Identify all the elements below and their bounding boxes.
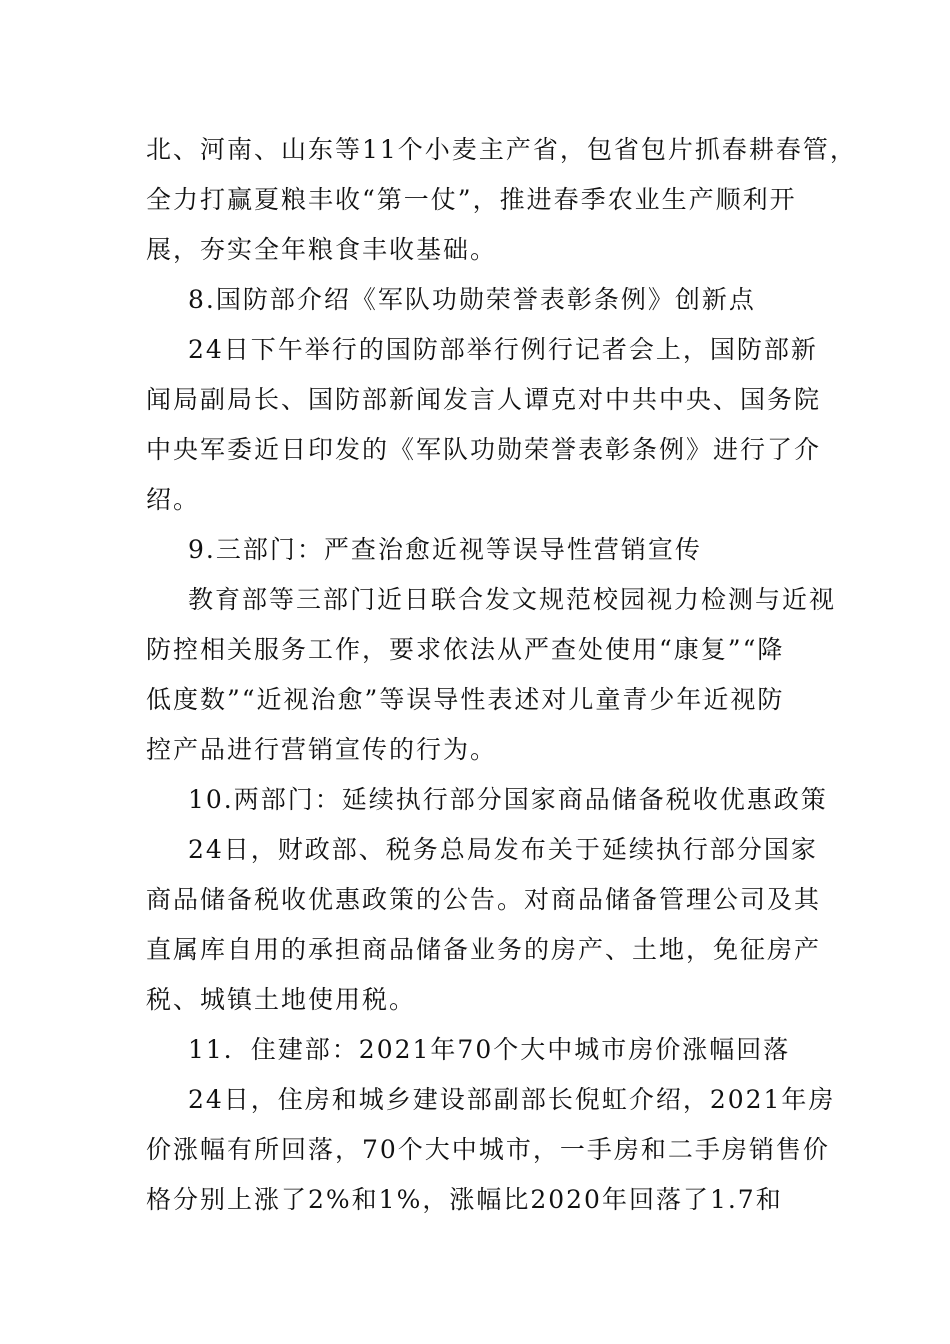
paragraph-line: 直属库自用的承担商品储备业务的房产、土地，免征房产 (146, 935, 822, 964)
section-heading-10: 10.两部门：延续执行部分国家商品储备税收优惠政策 (188, 785, 828, 814)
section-heading-8: 8.国防部介绍《军队功勋荣誉表彰条例》创新点 (188, 285, 756, 314)
section-heading-9: 9.三部门：严查治愈近视等误导性营销宣传 (188, 535, 702, 564)
section-heading-11: 11．住建部：2021年70个大中城市房价涨幅回落 (188, 1035, 791, 1064)
paragraph-line: 价涨幅有所回落，70个大中城市，一手房和二手房销售价 (146, 1135, 830, 1164)
paragraph-line: 展，夯实全年粮食丰收基础。 (146, 235, 498, 264)
paragraph-line: 24日，住房和城乡建设部副部长倪虹介绍，2021年房 (188, 1085, 836, 1114)
paragraph-line: 24日，财政部、税务总局发布关于延续执行部分国家 (188, 835, 818, 864)
paragraph-line: 低度数”“近视治愈”等误导性表述对儿童青少年近视防 (146, 685, 785, 714)
paragraph-line: 24日下午举行的国防部举行例行记者会上，国防部新 (188, 335, 818, 364)
paragraph-line: 教育部等三部门近日联合发文规范校园视力检测与近视 (188, 585, 837, 614)
paragraph-line: 格分别上涨了2%和1%，涨幅比2020年回落了1.7和 (146, 1185, 783, 1214)
paragraph-line: 闻局副局长、国防部新闻发言人谭克对中共中央、国务院 (146, 385, 822, 414)
paragraph-line: 绍。 (146, 485, 201, 514)
paragraph-line: 商品储备税收优惠政策的公告。对商品储备管理公司及其 (146, 885, 822, 914)
paragraph-line: 中央军委近日印发的《军队功勋荣誉表彰条例》进行了介 (146, 435, 822, 464)
paragraph-line: 全力打赢夏粮丰收“第一仗”，推进春季农业生产顺利开 (146, 185, 797, 214)
paragraph-line: 税、城镇土地使用税。 (146, 985, 417, 1014)
paragraph-line: 防控相关服务工作，要求依法从严查处使用“康复”“降 (146, 635, 785, 664)
paragraph-line: 北、河南、山东等11个小麦主产省，包省包片抓春耕春管， (146, 135, 857, 164)
paragraph-line: 控产品进行营销宣传的行为。 (146, 735, 498, 764)
document-body (146, 125, 857, 1225)
